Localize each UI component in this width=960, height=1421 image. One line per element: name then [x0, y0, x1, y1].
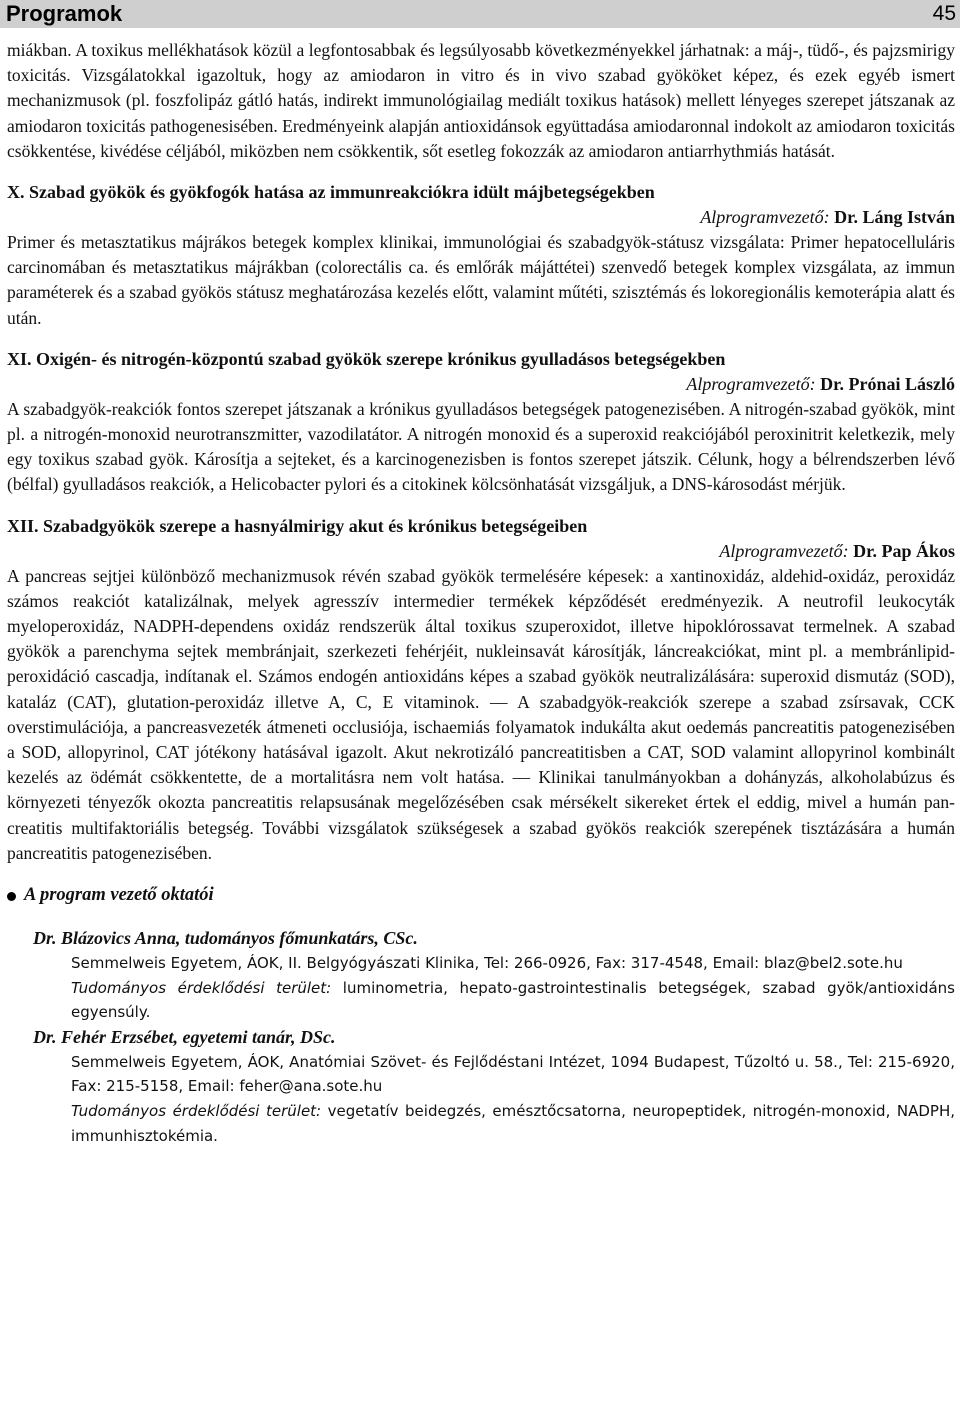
leader-name: Dr. Pap Ákos: [853, 540, 955, 561]
page-content: [7, 38, 955, 1148]
teacher-details: [33, 1050, 955, 1148]
leader-label: Alprogramvezető:: [686, 373, 816, 394]
teacher-interest: [71, 976, 955, 1025]
header-title: Programok: [6, 1, 123, 26]
section-leader: [7, 205, 955, 230]
interest-text: vegetatív beidegzés, emésztőcsatorna, neuropeptidek, nitrogén-monoxid, NADPH, immunhisztokémia.: [71, 1102, 955, 1145]
teacher-name: Dr. Fehér Erzsébet, egyetemi tanár, DSc.: [33, 1026, 336, 1047]
section-title: XII. Szabadgyökök szerepe a hasnyálmirigy akut és krónikus betegségeiben: [7, 515, 588, 536]
teacher-interest: [71, 1099, 955, 1148]
leader-name: Dr. Láng István: [834, 207, 955, 228]
teachers-heading-label: A program vezető oktatói: [24, 885, 214, 906]
teacher-entry: [33, 1025, 955, 1148]
bullet-icon: [7, 892, 16, 901]
section-body: A szabadgyök-reakciók fontos szerepet játszanak a krónikus gyulladásos betegségek patogenezisében. A nitrogén-szabad gyökök, mint pl. a nitrogén-monoxid neurotranszmitter, vazodilatátor. A nitrogén monoxid és a superoxid reakciójából peroxinitrit keletkezik, mely egy toxikus szabad gyök. Károsítja a sejteket, és a karcinogenezisben is fontos szerepet játszik. Célunk, hogy a bélrendszerben lévő (bélfal) gyulladásos reakciók, a Helicobacter pylori és a citokinek kölcsönhatását vizsgáljuk, a DNS-károsodást mérjük.: [7, 398, 955, 495]
section-leader: [7, 539, 955, 564]
section-xi: [7, 347, 955, 498]
teacher-details: [33, 951, 955, 1025]
leader-name: Dr. Prónai László: [820, 373, 955, 394]
teacher-affiliation: Semmelweis Egyetem, ÁOK, II. Belgyógyászati Klinika, Tel: 266-0926, Fax: 317-4548, Email: blaz@bel2.sote.hu: [71, 954, 903, 973]
section-x: [7, 180, 955, 331]
section-title: XI. Oxigén- és nitrogén-központú szabad gyökök szerepe krónikus gyulladásos betegségekben: [7, 348, 726, 369]
teachers-list: [7, 926, 955, 1148]
interest-label: Tudományos érdeklődési terület:: [71, 1102, 322, 1121]
teacher-entry: [33, 926, 955, 1025]
teacher-name: Dr. Blázovics Anna, tudományos főmunkatárs, CSc.: [33, 928, 418, 949]
page-number: 45: [932, 2, 956, 25]
interest-text: luminometria, hepato-gastrointestinalis betegségek, szabad gyök/antioxidáns egyensúly.: [71, 978, 955, 1022]
section-title: X. Szabad gyökök és gyökfogók hatása az immunreakciókra idült májbetegségekben: [7, 182, 655, 203]
leader-label: Alprogramvezető:: [700, 207, 830, 228]
running-header: [0, 0, 960, 28]
section-body: A pancreas sejtjei különböző mechanizmusok révén szabad gyökök termelésére képesek: a xantinoxidáz, aldehid-oxidáz, peroxidáz számos reakciót katalizálnak, melyek agresszív intermedier termékek képződését eredményezik. A neutrofil leukocyták myeloperoxidáz, NADPH-dependens oxidáz rendszerük által toxikus szuperoxidot, illetve hipoklórossavat termelnek. A szabad gyökök a parenchyma sejtek membránjait, szerkezeti fehérjéit, nukleinsavát károsítják, láncreakciókat, mint pl. a membránlipid-peroxidáció cascadja, indítanak el. Számos endogén antioxidáns képes a szabad gyökök neutralizálására: superoxid dismutáz (SOD), kataláz (CAT), glutation-peroxidáz illetve A, C, E vitaminok. — A szabadgyök-reakciók szerepe a szabad zsírsavak, CCK overstimulációja, a pancreasvezeték átmeneti occlusiója, ischaemiás folyamatok indukálta akut oedemás pancreatitis patogenezisében a SOD, allopyrinol, CAT jótékony hatásával igazolt. Akut nekrotizáló pancreatitisben a CAT, SOD valamint allopyrinol kombinált kezelés az ödémát csökkentette, de a mortalitásra nem volt hatása. — Klinikai tanulmányokban a dohányzás, alkoholabúzus és környezeti tényezők okozta pancreatitis relapsusának megelőzésében csak mérsékelt sikereket értek el eddig, mivel a humán pancreatitis multifaktoriális betegség. További vizsgálatok szükségesek a szabad gyökös reakciók szerepének tisztázására a humán pancreatitis patogenezisében.: [7, 565, 955, 863]
section-leader: [7, 372, 955, 397]
section-body: Primer és metasztatikus májrákos betegek komplex klinikai, immunológiai és szabadgyök-státusz vizsgálata: Primer hepatocelluláris carcinomában és metasztatikus májrákban (colorectális ca. és emlőrák májáttétei) szenvedő betegek komplex vizsgálata, az immun paraméterek és a szabad gyökös státusz meghatározása kezelés előtt, valamint műtéti, szisztémás és lokoregionális kemoterápia alatt és után.: [7, 232, 955, 328]
leader-label: Alprogramvezető:: [719, 540, 849, 561]
section-xii: [7, 514, 955, 866]
teacher-affiliation: Semmelweis Egyetem, ÁOK, Anatómiai Szövet- és Fejlődéstani Intézet, 1094 Budapest, Tűzoltó u. 58., Tel: 215-6920, Fax: 215-5158, Email: feher@ana.sote.hu: [71, 1052, 955, 1096]
intro-paragraph: miákban. A toxikus mellékhatások közül a legfontosabbak és legsúlyosabb következményekkel járhatnak: a máj-, tüdő-, és pajzsmirigy toxicitás. Vizsgálatokkal igazoltuk, hogy az amiodaron in vitro és in vivo szabad gyököket képez, és ezek egyéb ismert mechanizmusok (pl. foszfolipáz gátló hatás, indirekt immunológiailag mediált toxikus hatások) mellett lényeges szerepet játszanak az amiodaron toxicitás pathogenesisében. Eredményeink alapján antioxidánsok együttadása amiodaronnal indokolt az amiodaron toxicitás csökkentése, kivédése céljából, miközben nem csökkentik, sőt esetleg fokozzák az amiodaron antiarrhythmiás hatását.: [7, 40, 955, 161]
interest-label: Tudományos érdeklődési terület:: [71, 978, 332, 997]
teachers-heading: [7, 882, 955, 908]
